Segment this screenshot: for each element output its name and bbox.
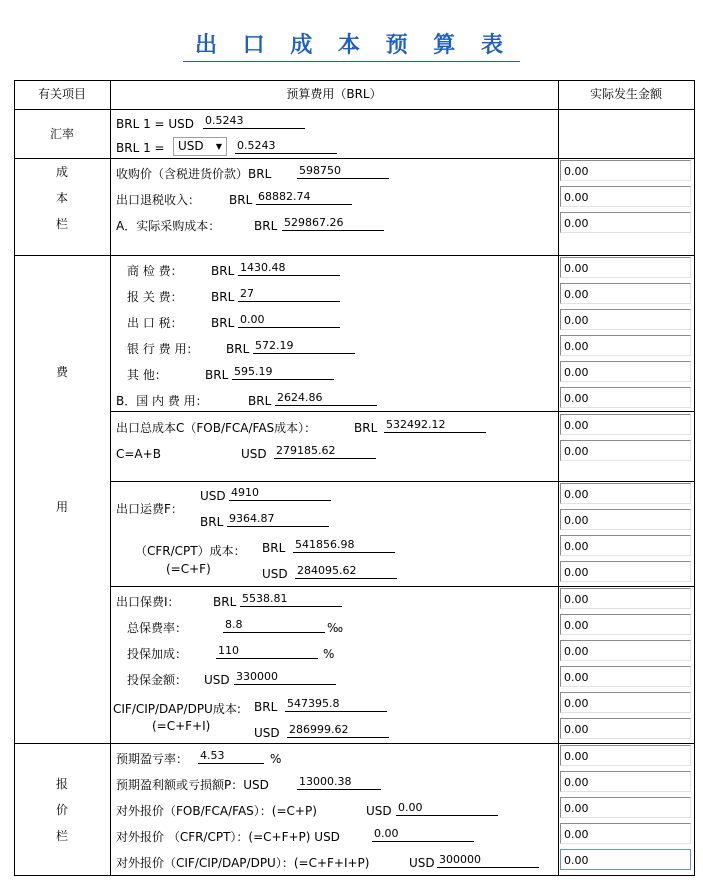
refund-label: 出口退税收入： — [116, 193, 201, 207]
freight-brl-value[interactable]: 9364.87 — [227, 512, 329, 527]
section-fees-top: 费 — [55, 365, 68, 379]
profit-label: 预期盈利额或亏损额P：USD — [116, 778, 269, 792]
exchange-row1-value[interactable]: 0.5243 — [203, 114, 305, 129]
actual-input-total-usd[interactable]: 0.00 — [560, 440, 691, 461]
insured-amount-currency: USD — [204, 673, 230, 687]
fob-quote-label: 对外报价（FOB/FCA/FAS）：(=C+P) — [116, 804, 317, 818]
actual-cost-value[interactable]: 529867.26 — [282, 216, 384, 231]
table-border-top — [14, 80, 695, 81]
actual-input-premium-rate[interactable]: 0.00 — [560, 614, 691, 635]
section-cost-2: 本 — [55, 191, 68, 205]
premium-rate-label: 总保费率： — [127, 621, 188, 635]
column-divider-2 — [558, 80, 559, 876]
total-cost-formula: C=A+B — [116, 447, 161, 461]
exchange-row2-label: BRL 1 = — [116, 141, 165, 155]
cost-divider — [14, 255, 695, 256]
total-cost-usd-currency: USD — [241, 447, 267, 461]
actual-input-cfr-brl[interactable]: 0.00 — [560, 535, 691, 556]
cif-brl-currency: BRL — [254, 700, 278, 714]
section-quote-2: 价 — [55, 803, 68, 817]
cfr-quote-label: 对外报价 （CFR/CPT）：(=C+F+P) USD — [116, 830, 340, 844]
exchange-row1-label: BRL 1 = USD — [116, 117, 195, 131]
domestic-fee-value[interactable]: 2624.86 — [275, 391, 377, 406]
customs-label: 报 关 费： — [127, 290, 183, 304]
freight-usd-currency: USD — [200, 489, 226, 503]
total-divider — [110, 481, 695, 482]
cif-usd-currency: USD — [254, 726, 280, 740]
freight-brl-currency: BRL — [200, 515, 224, 529]
cif-brl-value[interactable]: 547395.8 — [285, 697, 387, 712]
purchase-value[interactable]: 598750 — [297, 164, 389, 179]
actual-input-profit-rate[interactable]: 0.00 — [560, 745, 691, 766]
table-border-bottom — [14, 875, 695, 876]
actual-input-bank[interactable]: 0.00 — [560, 335, 691, 356]
cfr-quote-value[interactable]: 0.00 — [372, 827, 474, 842]
exchange-divider — [14, 158, 695, 159]
markup-unit: % — [323, 647, 335, 661]
section-quote-3: 栏 — [55, 829, 68, 843]
inspection-label: 商 检 费： — [127, 264, 183, 278]
cif-quote-currency: USD — [409, 856, 435, 870]
fob-quote-value[interactable]: 0.00 — [396, 801, 498, 816]
actual-input-total-brl[interactable]: 0.00 — [560, 414, 691, 435]
section-quote-1: 报 — [55, 777, 68, 791]
total-cost-value[interactable]: 532492.12 — [384, 418, 486, 433]
exchange-row2-value[interactable]: 0.5243 — [235, 139, 337, 154]
actual-input-purchase[interactable]: 0.00 — [560, 160, 691, 181]
section-exchange-rate: 汇率 — [49, 127, 74, 141]
customs-currency: BRL — [211, 290, 235, 304]
fob-quote-currency: USD — [366, 804, 392, 818]
profit-rate-label: 预期盈亏率： — [116, 752, 189, 766]
header-budget: 预算费用（BRL） — [286, 87, 382, 101]
column-divider-1 — [110, 80, 111, 876]
insurance-value[interactable]: 5538.81 — [240, 592, 342, 607]
total-cost-usd-value[interactable]: 279185.62 — [274, 444, 376, 459]
customs-value[interactable]: 27 — [238, 287, 340, 302]
other-fee-value[interactable]: 595.19 — [232, 365, 334, 380]
other-fee-label: 其 他： — [127, 368, 167, 382]
cfr-usd-value[interactable]: 284095.62 — [295, 564, 397, 579]
cif-cost-formula: (=C+F+I) — [152, 719, 211, 733]
total-cost-currency: BRL — [354, 421, 378, 435]
actual-input-other[interactable]: 0.00 — [560, 361, 691, 382]
cif-quote-label: 对外报价（CIF/CIP/DAP/DPU）：(=C+F+I+P) — [116, 856, 370, 870]
export-tax-label: 出 口 税： — [127, 316, 183, 330]
fees-divider — [14, 743, 695, 744]
domestic-fee-currency: BRL — [248, 394, 272, 408]
bank-fee-currency: BRL — [226, 342, 250, 356]
actual-input-cif-brl[interactable]: 0.00 — [560, 692, 691, 713]
insurance-currency: BRL — [213, 595, 237, 609]
insurance-label: 出口保费I： — [116, 595, 180, 609]
actual-input-cfr-usd[interactable]: 0.00 — [560, 561, 691, 582]
cfr-brl-value[interactable]: 541856.98 — [293, 538, 395, 553]
cif-quote-value[interactable]: 300000 — [437, 853, 539, 868]
currency-select[interactable] — [173, 137, 227, 156]
inspection-currency: BRL — [211, 264, 235, 278]
premium-rate-value[interactable]: 8.8 — [223, 618, 325, 633]
actual-input-insurance[interactable]: 0.00 — [560, 588, 691, 609]
page-title: 出 口 成 本 预 算 表 — [0, 28, 703, 62]
refund-currency: BRL — [229, 193, 253, 207]
markup-label: 投保加成： — [127, 647, 188, 661]
cif-cost-label: CIF/CIP/DAP/DPU成本: — [113, 702, 241, 716]
actual-input-markup[interactable]: 0.00 — [560, 640, 691, 661]
actual-input-export-tax[interactable]: 0.00 — [560, 309, 691, 330]
chevron-down-icon: ▼ — [215, 142, 222, 151]
actual-input-freight-brl[interactable]: 0.00 — [560, 509, 691, 530]
header-actual: 实际发生金额 — [589, 87, 662, 101]
inspection-value[interactable]: 1430.48 — [238, 261, 340, 276]
freight-label: 出口运费F： — [116, 502, 183, 516]
domestic-fee-label: B．国 内 费 用： — [116, 394, 208, 408]
bank-fee-value[interactable]: 572.19 — [253, 339, 355, 354]
section-cost-1: 成 — [55, 165, 68, 179]
cfr-cost-label: （CFR/CPT）成本： — [135, 544, 246, 558]
total-cost-label: 出口总成本C（FOB/FCA/FAS成本）： — [116, 421, 317, 435]
export-tax-currency: BRL — [211, 316, 235, 330]
section-cost-3: 栏 — [55, 217, 68, 231]
actual-input-domestic[interactable]: 0.00 — [560, 387, 691, 408]
actual-input-cif-usd[interactable]: 0.00 — [560, 718, 691, 739]
cfr-usd-currency: USD — [262, 567, 288, 581]
cif-usd-value[interactable]: 286999.62 — [287, 723, 389, 738]
header-items: 有关项目 — [37, 87, 86, 101]
actual-input-refund[interactable]: 0.00 — [560, 186, 691, 207]
markup-value[interactable]: 110 — [216, 644, 318, 659]
other-fee-currency: BRL — [205, 368, 229, 382]
actual-input-insured[interactable]: 0.00 — [560, 666, 691, 687]
insured-amount-value[interactable]: 330000 — [234, 670, 336, 685]
export-tax-value[interactable]: 0.00 — [238, 313, 340, 328]
section-fees-bottom: 用 — [55, 500, 68, 514]
actual-input-profit[interactable]: 0.00 — [560, 771, 691, 792]
actual-cost-label: A．实际采购成本： — [116, 219, 221, 233]
profit-rate-unit: % — [270, 752, 282, 766]
table-border-right — [694, 80, 695, 876]
actual-input-actual-cost[interactable]: 0.00 — [560, 212, 691, 233]
cfr-cost-formula: (=C+F) — [166, 562, 211, 576]
bank-fee-label: 银 行 费 用： — [127, 342, 199, 356]
actual-input-inspection[interactable]: 0.00 — [560, 257, 691, 278]
freight-divider — [110, 586, 695, 587]
header-divider — [14, 109, 695, 110]
actual-input-customs[interactable]: 0.00 — [560, 283, 691, 304]
refund-value[interactable]: 68882.74 — [256, 190, 352, 205]
actual-input-cfr-quote[interactable]: 0.00 — [560, 823, 691, 844]
profit-rate-value[interactable]: 4.53 — [198, 749, 264, 764]
actual-input-freight-usd[interactable]: 0.00 — [560, 483, 691, 504]
currency-select-value: USD — [178, 139, 204, 153]
domestic-divider — [110, 411, 695, 412]
actual-cost-currency: BRL — [254, 219, 278, 233]
profit-value[interactable]: 13000.38 — [297, 775, 381, 790]
purchase-label: 收购价（含税进货价款）BRL — [116, 167, 272, 181]
premium-rate-unit: ‰ — [327, 621, 344, 635]
freight-usd-value[interactable]: 4910 — [229, 486, 331, 501]
actual-input-cif-quote[interactable]: 0.00 — [560, 849, 691, 870]
insured-amount-label: 投保金额： — [127, 673, 188, 687]
cfr-brl-currency: BRL — [262, 541, 286, 555]
actual-input-fob-quote[interactable]: 0.00 — [560, 797, 691, 818]
